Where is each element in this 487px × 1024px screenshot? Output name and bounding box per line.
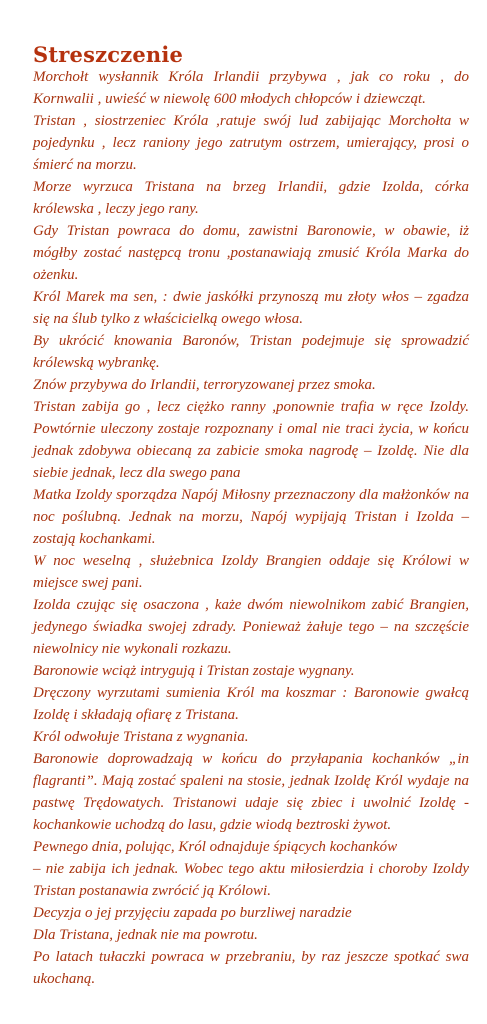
paragraph: – nie zabija ich jednak. Wobec tego aktu miłosierdzia i choroby Izoldy Tristan postanawia zwrócić ją Królowi. [33,861,469,899]
paragraph: Matka Izoldy sporządza Napój Miłosny przeznaczony dla małżonków na noc poślubną. Jednak na morzu, Napój wypijają Tristan i Izolda – zostają kochankami. [33,487,469,547]
summary-body [33,66,469,990]
paragraph: Dręczony wyrzutami sumienia Król ma koszmar : Baronowie gwałcą Izoldę i składają ofiarę z Tristana. [33,685,469,723]
paragraph: Tristan , siostrzeniec Króla ,ratuje swój lud zabijając Morchołta w pojedynku , lecz ranionу jego zatrutym ostrzem, umierający, prosi o śmierć na morzu. [33,113,469,173]
paragraph: Tristan zabija go , lecz ciężko ranny ,ponownie trafia w ręce Izoldy. Powtórnie uleczony zostaje rozpoznany i omal nie traci życia, w końcu jednak zdobywa obiecaną za zabicie smoka nagrodę – Izoldę. Nie dla siebie jednak, lecz dla swego pana [33,399,469,481]
paragraph: Król Marek ma sen, : dwie jaskółki przynoszą mu złoty włos – zgadza się na ślub tylko z właścicielką owego włosa. [33,289,469,327]
paragraph: W noc weselną , służebnica Izoldy Brangien oddaje się Królowi w miejsce swej pani. [33,553,469,591]
paragraph: Decyzja o jej przyjęciu zapada po burzliwej naradzie [33,905,352,921]
paragraph: By ukrócić knowania Baronów, Tristan podejmuje się sprowadzić królewską wybrankę. [33,333,469,371]
paragraph: Baronowie doprowadzają w końcu do przyłapania kochanków „in flagranti”. Mają zostać spaleni na stosie, jednak Izoldę Król wydaje na pastwę Trędowatych. Tristanowi udaje się zbiec i uwolnić Izoldę - kochankowie uchodzą do lasu, gdzie wiodą beztroski żywot. [33,751,469,833]
paragraph: Król odwołuje Tristana z wygnania. [33,729,249,745]
paragraph: Po latach tułaczki powraca w przebraniu, by raz jeszcze spotkać swa ukochaną. [33,949,469,987]
paragraph: Pewnego dnia, polując, Król odnajduje śpiących kochanków [33,839,398,855]
summary-page [33,42,469,990]
page-title: Streszczenie [33,42,184,67]
paragraph: Izolda czując się osaczona , każe dwóm niewolnikom zabić Brangien, jedynego świadka swojej zdrady. Ponieważ żałuje tego – na szczęście niewolnicy nie wykonali rozkazu. [33,597,469,657]
paragraph: Morchołt wysłannik Króla Irlandii przybywa , jak co roku , do Kornwalii , uwieść w niewolę 600 młodych chłopców i dziewcząt. [33,69,469,107]
paragraph: Baronowie wciąż intrygują i Tristan zostaje wygnany. [33,663,355,679]
paragraph: Gdy Tristan powraca do domu, zawistni Baronowie, w obawie, iż mógłby zostać następcą tronu ,postanawiają zmusić Króla Marka do ożenku. [33,223,469,283]
paragraph: Znów przybywa do Irlandii, terroryzowanej przez smoka. [33,377,376,393]
paragraph: Dla Tristana, jednak nie ma powrotu. [33,927,258,943]
paragraph: Morze wyrzuca Tristana na brzeg Irlandii, gdzie Izolda, córka królewska , leczy jego rany. [33,179,469,217]
